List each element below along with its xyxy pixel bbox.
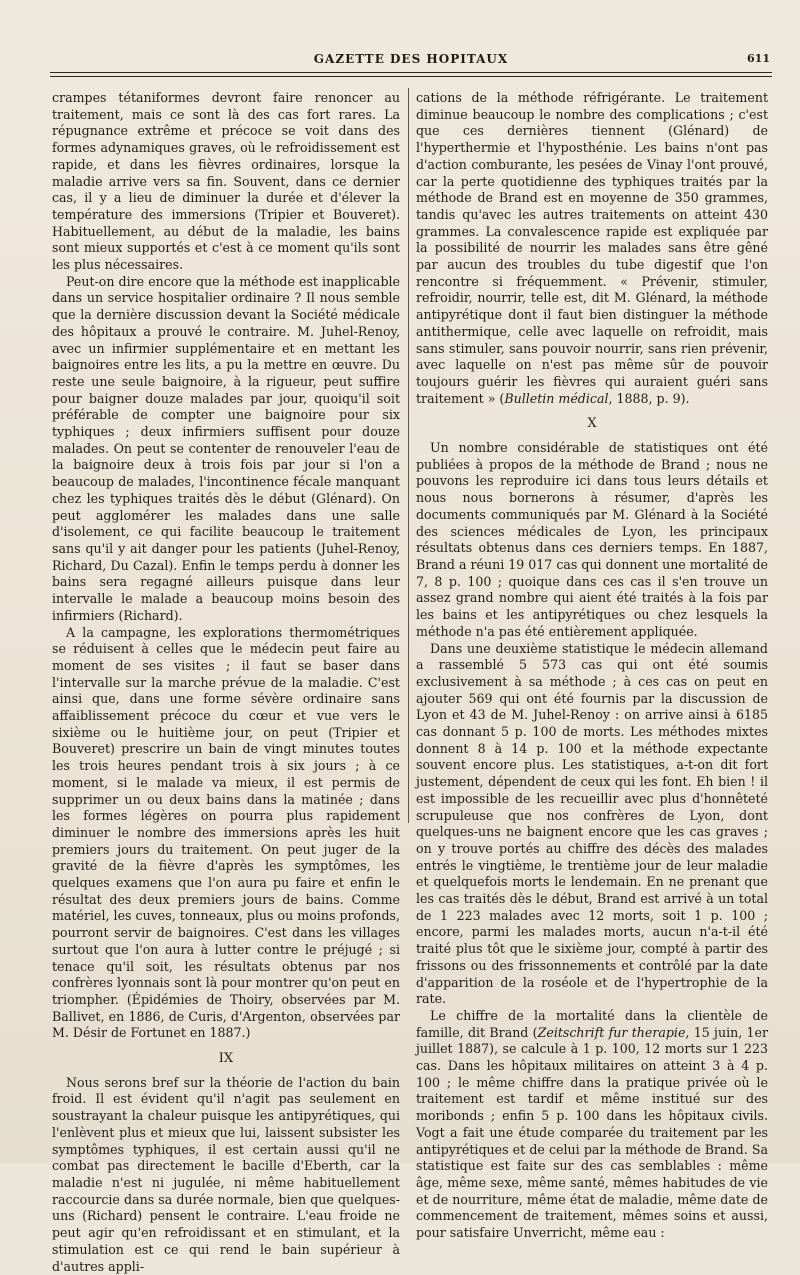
citation: Zeitschrift fur therapie xyxy=(537,1024,686,1040)
header-rule-bottom xyxy=(50,76,772,77)
paragraph-text: , 15 juin, 1er juillet 1887), se calcule à 1 p. 100, 12 morts sur 1 223 cas. Dans les hôpitaux militaires on atteint 3 à 4 p. 100 ; le même chiffre dans la pratique privée où le traitement est tardif et même institué sur des moribonds ; enfin 5 p. 100 dans les hôpitaux civils. Vogt a fait une étude comparée du traitement par les antipyrétiques et de celui par la méthode de Brand. Sa statistique est faite sur des cas semblables : même âge, même sexe, même santé, mêmes habitudes de vie et de nourriture, même état de maladie, même date de commencement de traitement, mêmes soins et aussi, pour satisfaire Unverricht, même eau : xyxy=(416,1024,769,1241)
paragraph: Dans une deuxième statistique le médecin allemand a rassemblé 5 573 cas qui ont été soumis exclusivement à sa méthode ; à ces cas on peut en ajouter 569 qui ont été fournis par la discussion de Lyon et 43 de M. Juhel-Renoy : on arrive ainsi à 6185 cas donnant 5 p. 100 de morts. Les méthodes mixtes donnent 8 à 14 p. 100 et la méthode expectante souvent encore plus. Les statistiques, a-t-on dit fort justement, dépendent de ceux qui les font. Eh bien ! il est impossible de les recueillir avec plus d'honnêteté scrupuleuse que nos confrères de Lyon, dont quelques-uns ne baignent encore que les cas graves ; on y trouve portés au chiffre des décès des malades entrés le vingtième, le trentième jour de leur maladie et quelquefois morts le lendemain. En ne prenant que les cas traités dès le début, Brand est arrivé à un total de 1 223 malades avec 12 morts, soit 1 p. 100 ; encore, parmi les malades morts, aucun n'a-t-il été traité plus tôt que le sixième jour, compté à partir des frissons ou des frissonnements et contrôlé par la date d'apparition de la roséole et de l'hypertrophie de la rate. xyxy=(416,640,768,1007)
paragraph xyxy=(416,90,768,407)
journal-title: GAZETTE DES HOPITAUX xyxy=(313,52,509,66)
left-column xyxy=(52,90,400,1275)
right-column xyxy=(416,90,768,1242)
page-header xyxy=(52,50,770,72)
paragraph: Peut-on dire encore que la méthode est inapplicable dans un service hospitalier ordinaire ? Il nous semble que la dernière discussion devant la Société médicale des hôpitaux a prouvé le contraire. M. Juhel-Renoy, avec un infirmier supplémentaire et en mettant les baignoires entre les lits, a pu la mettre en œuvre. Du reste une seule baignoire, à la rigueur, peut suffire pour baigner douze malades par jour, quoiqu'il soit préférable de compter une baignoire pour six typhiques ; deux infirmiers suffisent pour douze malades. On peut se contenter de renouveler l'eau de la baignoire deux à trois fois par jour si l'on a beaucoup de malades, l'incontinence fécale manquant chez les typhiques traités dès le début (Glénard). On peut agglomérer les malades dans une salle d'isolement, ce qui facilite beaucoup le traitement sans qu'il y ait danger pour les patients (Juhel-Renoy, Richard, Du Cazal). Enfin le temps perdu à donner les bains sera regagné ailleurs puisque dans leur intervalle le malade a beaucoup moins besoin des infirmiers (Richard). xyxy=(52,273,400,623)
section-heading: X xyxy=(587,416,597,432)
page-number: 611 xyxy=(747,52,770,65)
paragraph: Un nombre considérable de statistiques ont été publiées à propos de la méthode de Brand ; nous ne pouvons les reproduire ici dans tous leurs détails et nous nous bornerons à résumer, d'après les documents communiqués par M. Glénard à la Société des sciences médicales de Lyon, les principaux résultats obtenus dans ces derniers temps. En 1887, Brand a réuni 19 017 cas qui donnent une mortalité de 7, 8 p. 100 ; quoique dans ces cas il s'en trouve un assez grand nombre qui aient été traités à la fois par les bains et les antipyrétiques ou chez lesquels la méthode n'a pas été entièrement appliquée. xyxy=(416,440,768,639)
paragraph: crampes tétaniformes devront faire renoncer au traitement, mais ce sont là des cas fort rares. La répugnance extrême et précoce se voit dans des formes adynamiques graves, où le refroidissement est rapide, et dans les fièvres ordinaires, lorsque la maladie arrive vers sa fin. Souvent, dans ce dernier cas, il y a lieu de diminuer la durée et d'élever la température des immersions (Tripier et Bouveret). Habituellement, au début de la maladie, les bains sont mieux supportés et c'est à ce moment qu'ils sont les plus nécessaires. xyxy=(52,90,400,273)
paragraph-text: , 1888, p. 9). xyxy=(608,390,690,406)
paragraph xyxy=(416,1008,768,1242)
paragraph-text: Le chiffre de la mortalité dans la clientèle de famille, dit Brand ( xyxy=(416,1007,768,1040)
citation: Bulletin médical xyxy=(504,390,609,406)
section-heading: IX xyxy=(218,1051,234,1067)
paragraph: A la campagne, les explorations thermométriques se réduisent à celles que le médecin peut faire au moment de ses visites ; il faut se baser dans l'intervalle sur la marche prévue de la maladie. C'est ainsi que, dans une forme sévère ordinaire sans affaiblissement précoce du cœur et vue vers le sixième ou le huitième jour, on peut (Tripier et Bouveret) prescrire un bain de vingt minutes toutes les trois heures pendant trois à six jours ; à ce moment, si le malade va mieux, il est permis de supprimer un ou deux bains dans la matinée ; dans les formes légères on pourra plus rapidement diminuer le nombre des immersions après les huit premiers jours du traitement. On peut juger de la gravité de la fièvre d'après les symptômes, les quelques examens que l'on aura pu faire et enfin le résultat des deux premiers jours de bains. Comme matériel, les cuves, tonneaux, plus ou moins profonds, pourront servir de baignoires. C'est dans les villages surtout que l'on aura à lutter contre le préjugé ; si tenace qu'il soit, les résultats obtenus par nos confrères lyonnais sont là pour montrer qu'on peut en triompher. (Épidémies de Thoiry, observées par M. Ballivet, en 1886, de Curis, d'Argenton, observées par M. Désir de Fortunet en 1887.) xyxy=(52,624,400,1041)
header-rule-top xyxy=(50,72,772,73)
paragraph-text: cations de la méthode réfrigérante. Le traitement diminue beaucoup le nombre des complications ; c'est que ces dernières tiennent (Glénard) de l'hyperthermie et l'hyposthénie. Les bains n'ont pas d'action comburante, les pesées de Vinay l'ont prouvé, car la perte quotidienne des typhiques traités par la méthode de Brand est en moyenne de 350 grammes, tandis qu'avec les autres traitements on atteint 430 grammes. La convalescence rapide est expliquée par la possibilité de nourrir les malades sans être gêné par aucun des troubles du tube digestif que l'on rencontre si fréquemment. « Prévenir, stimuler, refroidir, nourrir, telle est, dit M. Glénard, la méthode antipyrétique dont il faut bien distinguer la méthode antithermique, celle avec laquelle on refroidit, mais sans stimuler, sans pouvoir nourrir, sans rien prévenir, avec laquelle on n'est pas même sûr de pouvoir toujours guérir les fièvres qui auraient guéri sans traitement » ( xyxy=(416,90,768,406)
paragraph: Nous serons bref sur la théorie de l'action du bain froid. Il est évident qu'il n'agit pas seulement en soustrayant la chaleur puisque les antipyrétiques, qui l'enlèvent plus et mieux que lui, laissent subsister les symptômes typhiques, il est certain aussi qu'il ne combat pas directement le bacille d'Eberth, car la maladie n'est ni jugulée, ni même habituellement raccourcie dans sa durée normale, bien que quelques-uns (Richard) pensent le contraire. L'eau froide ne peut agir qu'en refroidissant et en stimulant, et la stimulation est ce qui rend le bain supérieur à d'autres appli- xyxy=(52,1074,400,1274)
column-divider xyxy=(408,88,409,823)
